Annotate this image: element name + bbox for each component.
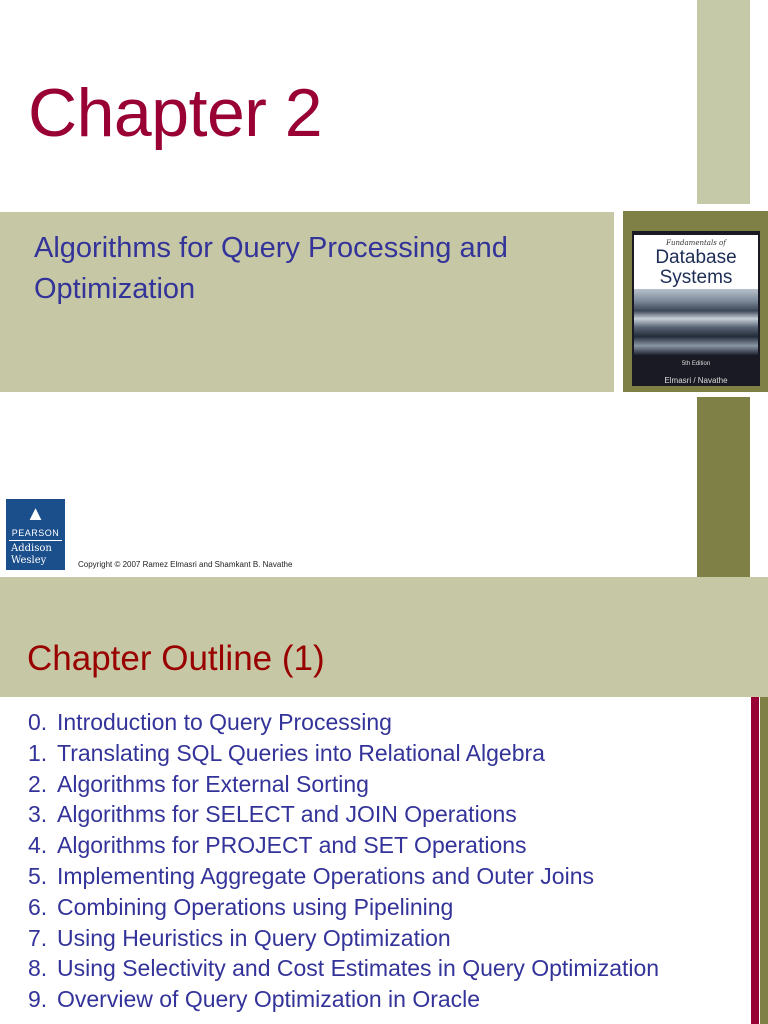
list-item-text: Introduction to Query Processing [57, 709, 392, 735]
book-cover-image [632, 231, 760, 386]
outline-slide [0, 577, 768, 1024]
logo-text-wesley: Wesley [11, 555, 47, 566]
list-item-text: Algorithms for External Sorting [57, 770, 369, 797]
decorative-bar-bottom [697, 397, 750, 577]
pearson-tower-icon: ▲ [25, 503, 46, 525]
outline-list [28, 710, 738, 1018]
list-item-text: Algorithms for PROJECT and SET Operations [57, 832, 527, 859]
slide-subtitle: Algorithms for Query Processing and Optimization [34, 232, 508, 305]
list-item-number: 1. [28, 739, 48, 766]
list-item [28, 987, 738, 1012]
list-item-text: Algorithms for SELECT and JOIN Operations [57, 801, 517, 828]
book-authors: Elmasri / Navathe [664, 376, 728, 385]
list-item [28, 710, 738, 735]
book-cover-frame [623, 211, 768, 392]
subtitle-band [0, 212, 614, 392]
list-item [28, 895, 738, 920]
book-small-title: Fundamentals of [666, 239, 726, 247]
list-item-number: 9. [28, 986, 48, 1013]
list-item-number: 0. [28, 709, 48, 735]
list-item-number: 5. [28, 862, 48, 889]
logo-divider [9, 540, 62, 541]
decorative-bar-top [697, 0, 750, 204]
logo-text-addison: Addison [11, 543, 52, 554]
book-title-line1: Database [655, 247, 737, 268]
list-item-number: 8. [28, 955, 48, 982]
outline-title: Chapter Outline (1) [27, 639, 325, 678]
list-item [28, 956, 738, 981]
copyright-notice: Copyright © 2007 Ramez Elmasri and Shamkant B. Navathe [78, 560, 293, 569]
accent-bar-olive [760, 697, 768, 1024]
list-item [28, 802, 738, 827]
list-item-text: Implementing Aggregate Operations and Outer Joins [57, 862, 594, 889]
list-item [28, 741, 738, 766]
list-item [28, 833, 738, 858]
logo-text-pearson: PEARSON [11, 528, 60, 538]
book-cover-label [634, 235, 758, 355]
list-item-text: Combining Operations using Pipelining [57, 893, 454, 920]
book-edition: 5th Edition [681, 361, 711, 367]
list-item-number: 4. [28, 832, 48, 859]
list-item [28, 864, 738, 889]
list-item-number: 2. [28, 770, 48, 797]
book-cover-art [634, 289, 758, 355]
list-item-number: 6. [28, 893, 48, 920]
list-item-text: Translating SQL Queries into Relational Algebra [57, 739, 545, 766]
list-item-number: 7. [28, 924, 48, 951]
logo-text-aw [11, 543, 52, 567]
list-item [28, 772, 738, 797]
list-item [28, 926, 738, 951]
book-title-line2: Systems [659, 267, 733, 288]
list-item-text: Using Heuristics in Query Optimization [57, 924, 451, 951]
slide-title: Chapter 2 [28, 75, 323, 151]
list-item-text: Using Selectivity and Cost Estimates in Query Optimization [57, 955, 660, 982]
book-title [634, 248, 758, 288]
list-item-number: 3. [28, 801, 48, 828]
outline-header-band [0, 577, 768, 697]
pearson-logo [6, 499, 65, 570]
accent-bar-red [751, 697, 759, 1024]
list-item-text: Overview of Query Optimization in Oracle [57, 986, 481, 1013]
